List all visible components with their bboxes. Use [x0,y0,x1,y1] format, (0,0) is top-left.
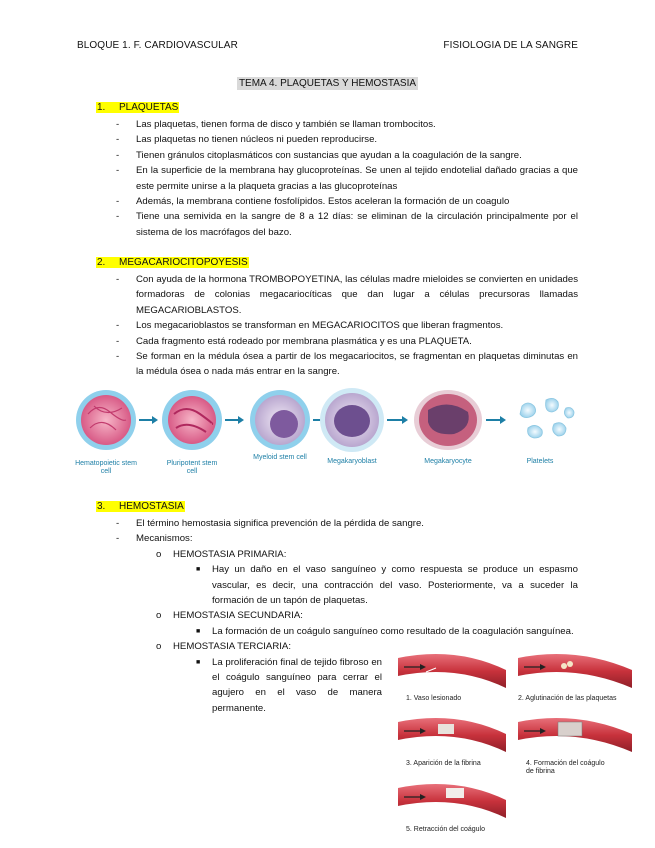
mechanism-detail-text: Hay un daño en el vaso sanguíneo y como respuesta se produce un espasmo vascular, es decir, una contracción del vaso. Posteriormente, va a suceder la formación de un tapón de plaquetas. [212,564,578,607]
fibrin-clot-icon [518,718,632,752]
megakaryocyte-maturation-figure [76,384,580,484]
clot-retraction-icon [398,784,506,818]
list-item-text: Con ayuda de la hormona TROMBOPOYETINA, las células madre mieloides se convierten en unidades formadoras de colonias megacariocíticas que dan lugar a células precursoras llamadas MEGACARIOBLASTOS. [136,274,578,316]
header-left: BLOQUE 1. F. CARDIOVASCULAR [77,40,238,51]
list-item [116,516,578,531]
dash-bullet: - [116,119,120,130]
square-bullet: ■ [196,627,201,635]
section-number: 1. [96,102,118,113]
mechanism-name: HEMOSTASIA SECUNDARIA: [173,610,303,622]
list-item [116,163,578,194]
section-megacariocitopoyesis-list [116,272,578,380]
mechanism-secundaria [116,608,578,623]
section-title: PLAQUETAS [119,102,179,113]
list-item-text: Mecanismos: [136,533,193,545]
section-megacariocitopoyesis-heading [96,257,249,268]
section-number: 3. [96,501,118,512]
list-item [116,531,578,546]
section-plaquetas-list [116,117,578,240]
mechanism-name: HEMOSTASIA PRIMARIA: [173,548,287,560]
caption-myeloid: Myeloid stem cell [253,454,307,461]
injured-vessel-icon [398,654,506,688]
caption-pluripotent: Pluripotent stem cell [166,460,218,475]
circle-bullet: o [156,548,162,560]
list-item [116,117,578,132]
list-item [116,272,578,318]
dash-bullet: - [116,351,120,363]
mechanism-detail [116,624,578,639]
megakaryoblast-icon [320,388,384,452]
arrow-head-icon [500,416,506,424]
list-item [116,334,578,349]
caption-fibrina: 3. Aparición de la fibrina [406,760,481,767]
list-item-text: Tienen gránulos citoplasmáticos con sustancias que ayudan a la coagulación de la sangre. [136,149,522,161]
document-title [0,78,655,89]
dash-bullet: - [116,196,120,208]
list-item-text: En la superficie de la membrana hay glucoproteínas. Se unen al tejido endotelial dañado gracias a que este permite unirse a la plaqueta gracias a las glucoproteínas [136,165,578,192]
dash-bullet: - [116,533,120,545]
caption-platelets: Platelets [526,458,554,465]
list-item-text: Tiene una semivida en la sangre de 8 a 12 días: se eliminan de la circulación principalmente por el sistema de los macrófagos del bazo. [136,211,578,238]
mechanism-name: HEMOSTASIA TERCIARIA: [173,641,291,653]
pluripotent-stem-cell-icon [162,390,222,450]
hematopoietic-stem-cell-icon [76,390,136,450]
dash-bullet: - [116,335,120,347]
fibrin-appearance-icon [398,718,506,752]
dash-bullet: - [116,165,120,177]
maturation-diagram [76,384,580,456]
list-item-text: Los megacarioblastos se transforman en MEGACARIOCITOS que liberan fragmentos. [136,320,504,332]
caption-megakaryocyte: Megakaryocyte [424,458,472,465]
list-item-text: El término hemostasia significa prevención de la pérdida de sangre. [136,518,424,529]
megakaryocyte-icon [414,390,482,450]
dash-bullet: - [116,274,120,285]
mechanism-detail [116,655,382,717]
dash-bullet: - [116,134,120,146]
arrow-head-icon [238,416,244,424]
header-right: FISIOLOGIA DE LA SANGRE [443,40,578,51]
hemostasis-diagram [396,644,634,840]
mechanism-detail-text: La formación de un coágulo sanguíneo como resultado de la coagulación sanguínea. [212,625,574,637]
arrow-head-icon [402,416,408,424]
mechanism-primaria [116,547,578,562]
arrow-head-icon [152,416,158,424]
mechanism-detail-text: La proliferación final de tejido fibroso en el coágulo sanguíneo para cerrar el agujero en el vaso de manera permanente. [212,656,382,714]
mechanism-detail [116,562,578,608]
section-title: MEGACARIOCITOPOYESIS [119,257,248,268]
caption-vaso-lesionado: 1. Vaso lesionado [406,695,462,702]
list-item [116,209,578,240]
caption-megakaryoblast: Megakaryoblast [327,458,377,465]
caption-aglutinacion: 2. Aglutinación de las plaquetas [518,695,617,702]
caption-hematopoietic: Hematopoietic stem cell [75,460,137,475]
caption-retraccion: 5. Retracción del coágulo [406,826,485,833]
platelets-icon [520,398,574,438]
list-item [116,194,578,209]
list-item-text: Cada fragmento está rodeado por membrana plasmática y es una PLAQUETA. [136,335,472,347]
list-item-text: Las plaquetas, tienen forma de disco y también se llaman trombocitos. [136,119,436,130]
dash-bullet: - [116,211,120,223]
list-item-text: Las plaquetas no tienen núcleos ni pueden reproducirse. [136,134,378,146]
platelet-aggregation-icon [518,654,632,688]
list-item [116,132,578,147]
section-number: 2. [96,257,118,268]
dash-bullet: - [116,149,120,161]
section-hemostasia-heading [96,501,185,512]
list-item-text: Se forman en la médula ósea a partir de los megacariocitos, se fragmentan en plaquetas diminutas en la médula ósea o nada más entrar en la sangre. [136,351,578,378]
circle-bullet: o [156,610,162,622]
section-plaquetas-heading [96,102,179,113]
section-title: HEMOSTASIA [119,501,184,512]
document-title-text: TEMA 4. PLAQUETAS Y HEMOSTASIA [238,78,417,89]
dash-bullet: - [116,518,120,529]
list-item [116,318,578,333]
hemostasis-steps-figure [396,644,634,840]
list-item-text: Además, la membrana contiene fosfolípidos. Estos aceleran la formación de un coagulo [136,196,510,208]
list-item [116,349,578,380]
dash-bullet: - [116,320,120,332]
myeloid-stem-cell-icon [250,390,310,450]
square-bullet: ■ [196,566,201,574]
caption-coagulo-fibrina: 4. Formación del coágulo de fibrina [526,760,605,775]
circle-bullet: o [156,641,162,653]
square-bullet: ■ [196,658,201,666]
list-item [116,148,578,163]
